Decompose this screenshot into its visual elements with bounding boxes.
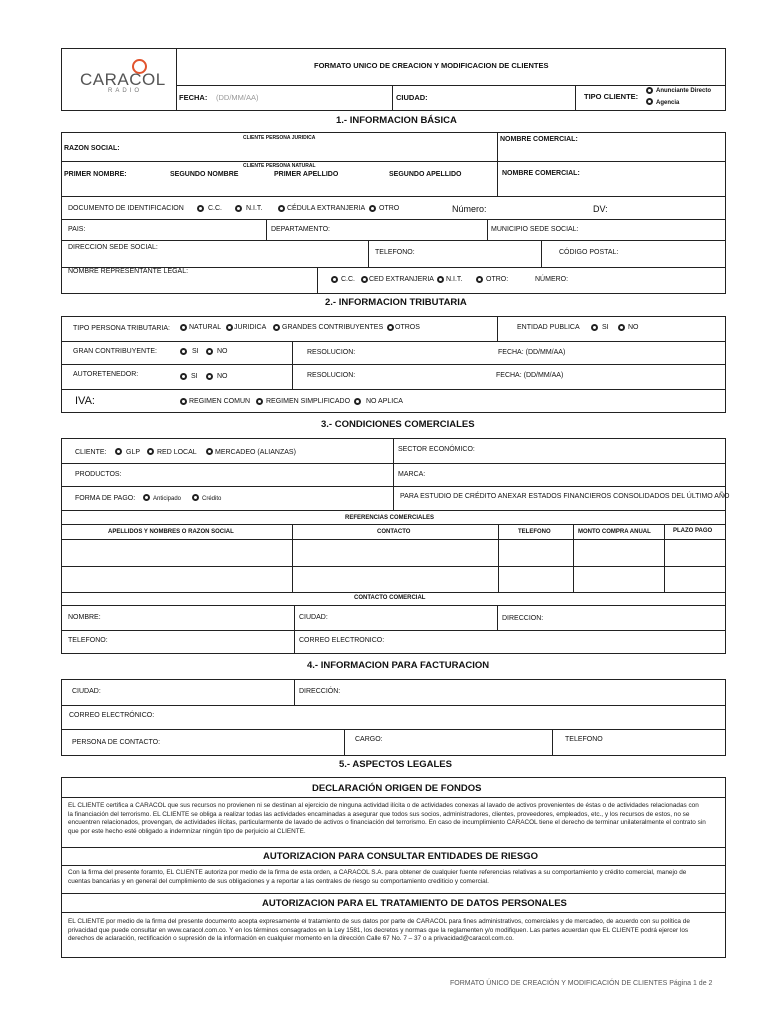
section-1-title: 1.- INFORMACION BÁSICA — [336, 115, 457, 126]
rep-nit-label: N.I.T. — [446, 276, 463, 283]
gc-si-radio[interactable] — [180, 348, 187, 355]
mercadeo-label: MERCADEO (ALIANZAS) — [215, 449, 296, 456]
logo-text: CARACOL — [80, 70, 166, 89]
doc-ced-radio[interactable] — [278, 205, 285, 212]
doc-nit-label: N.I.T. — [246, 205, 263, 212]
rep-cc-radio[interactable] — [331, 276, 338, 283]
nombre-comercial-label-2: NOMBRE COMERCIAL: — [502, 170, 580, 177]
resolucion-label-2: RESOLUCION: — [307, 372, 356, 379]
autorizacion-datos-heading: AUTORIZACION PARA EL TRATAMIENTO DE DATOS PERSONALES — [262, 898, 567, 909]
nombre-comercial-label-1: NOMBRE COMERCIAL: — [500, 136, 578, 143]
fact-correo-label: CORREO ELECTRÓNICO: — [69, 712, 155, 719]
tipo-persona-label: TIPO PERSONA TRIBUTARIA: — [73, 325, 170, 332]
cc-nombre-label: NOMBRE: — [68, 614, 101, 621]
fact-persona-label: PERSONA DE CONTACTO: — [72, 739, 161, 746]
gc-no-label: NO — [217, 348, 228, 355]
tipo-cliente-label: TIPO CLIENTE: — [584, 92, 639, 101]
declaracion-heading: DECLARACIÓN ORIGEN DE FONDOS — [312, 783, 482, 794]
no-aplica-label: NO APLICA — [366, 398, 403, 405]
representante-label: NOMBRE REPRESENTANTE LEGAL: — [68, 268, 189, 275]
agencia-radio[interactable] — [646, 98, 653, 105]
ep-no-radio[interactable] — [618, 324, 625, 331]
doc-nit-radio[interactable] — [235, 205, 242, 212]
juridica-radio[interactable] — [226, 324, 233, 331]
ciudad-label: CIUDAD: — [396, 93, 428, 102]
regimen-comun-label: REGIMEN COMUN — [189, 398, 251, 405]
productos-label: PRODUCTOS: — [75, 471, 122, 478]
section-5-title: 5.- ASPECTOS LEGALES — [339, 759, 452, 770]
credito-radio[interactable] — [192, 494, 199, 501]
fecha-label-1: FECHA: (DD/MM/AA) — [498, 349, 566, 356]
cc-correo-label: CORREO ELECTRONICO: — [299, 637, 385, 644]
fecha-label: FECHA: — [179, 93, 208, 102]
contacto-comercial-header: CONTACTO COMERCIAL — [354, 595, 426, 601]
pais-label: PAIS: — [68, 226, 86, 233]
razon-social-label: RAZON SOCIAL: — [64, 145, 120, 152]
cc-ciudad-label: CIUDAD: — [299, 614, 328, 621]
caracol-logo — [80, 58, 166, 98]
municipio-label: MUNICIPIO SEDE SOCIAL: — [491, 226, 579, 233]
sector-label: SECTOR ECONÓMICO: — [398, 446, 475, 453]
departamento-label: DEPARTAMENTO: — [271, 226, 330, 233]
doc-cc-radio[interactable] — [197, 205, 204, 212]
fecha-label-2: FECHA: (DD/MM/AA) — [496, 372, 564, 379]
rep-numero-label: NÚMERO: — [535, 276, 569, 283]
rep-cc-label: C.C. — [341, 276, 355, 283]
logo-subtext: RADIO — [108, 88, 143, 94]
grandes-label: GRANDES CONTRIBUYENTES — [282, 324, 384, 331]
primer-apellido-label: PRIMER APELLIDO — [274, 171, 339, 178]
rep-ced-label: CED EXTRANJERIA — [369, 276, 434, 283]
col-contacto-header: CONTACTO — [377, 529, 411, 535]
fact-direccion-label: DIRECCIÓN: — [299, 688, 341, 695]
autorizacion-datos-text: EL CLIENTE por medio de la firma del presente documento acepta expresamente el tratamiento de sus datos por parte de CARACOL para fines administrativos, comerciales y de mercadeo, de acuerdo con su política de privacidad que puede consultar en www.caracol.com.co. Y en los términos consagrados en la Ley 1581, los decretos y normas que la reglamenten y/o modifiquen. Las partes acuerdan que EL CLIENTE podrá ejercer los derechos de aclaración, rectificación o supresión de la información en cualquier momento en la dirección Calle 67 No. 7 – 37 o a privacidad@caracol.com.co. — [68, 918, 690, 943]
gran-contribuyente-label: GRAN CONTRIBUYENTE: — [73, 348, 158, 355]
natural-radio[interactable] — [180, 324, 187, 331]
agencia-label: Agencia — [656, 100, 680, 106]
page-footer: FORMATO ÚNICO DE CREACIÓN Y MODIFICACIÓN DE CLIENTES Página 1 de 2 — [450, 980, 713, 987]
telefono-label: TELEFONO: — [375, 249, 415, 256]
autorizacion-riesgo-text: Con la firma del presente foramto, EL CLIENTE autoriza por medio de la firma de esta orden, a CARACOL S.A. para obtener de cualquier fuente referencias relativas a su comportamiento y crédito comercial, manejo de cuentas bancarias y en general del cumplimiento de sus obligaciones y a reportar a las centrales de riesgo su comportamiento crediticio y comercial. — [68, 869, 687, 885]
resolucion-label-1: RESOLUCION: — [307, 349, 356, 356]
regimen-simplificado-label: REGIMEN SIMPLIFICADO — [266, 398, 351, 405]
rep-otro-radio[interactable] — [476, 276, 483, 283]
cliente-natural-label: CLIENTE PERSONA NATURAL — [243, 163, 316, 169]
doc-otro-radio[interactable] — [369, 205, 376, 212]
credito-label: Crédito — [202, 496, 222, 502]
iva-label: IVA: — [75, 395, 95, 407]
anticipado-radio[interactable] — [143, 494, 150, 501]
anunciante-label: Anunciante Directo — [656, 88, 712, 94]
entidad-publica-label: ENTIDAD PUBLICA — [517, 324, 580, 331]
glp-label: GLP — [126, 449, 141, 456]
ep-si-radio[interactable] — [591, 324, 598, 331]
rep-ced-radio[interactable] — [361, 276, 368, 283]
anunciante-radio[interactable] — [646, 87, 653, 94]
ep-no-label: NO — [628, 324, 639, 331]
juridica-label: JURIDICA — [234, 324, 267, 331]
gc-no-radio[interactable] — [206, 348, 213, 355]
doc-otro-label: OTRO — [379, 205, 400, 212]
ep-si-label: SI — [602, 324, 609, 331]
primer-nombre-label: PRIMER NOMBRE: — [64, 171, 127, 178]
section-3-title: 3.- CONDICIONES COMERCIALES — [321, 419, 475, 430]
ar-si-label: SI — [191, 373, 198, 380]
cc-telefono-label: TELEFONO: — [68, 637, 108, 644]
otros-label: OTROS — [395, 324, 420, 331]
section-4-box — [61, 679, 726, 756]
ar-no-radio[interactable] — [206, 373, 213, 380]
ar-no-label: NO — [217, 373, 228, 380]
form-title: FORMATO UNICO DE CREACION Y MODIFICACION DE CLIENTES — [314, 61, 549, 70]
col-telefono-header: TELEFONO — [518, 529, 551, 535]
section-4-title: 4.- INFORMACION PARA FACTURACION — [307, 660, 490, 671]
anticipado-label: Anticipado — [153, 496, 182, 502]
col-plazo-header: PLAZO PAGO — [673, 528, 713, 534]
numero-label: Número: — [452, 204, 487, 214]
red-local-label: RED LOCAL — [157, 449, 197, 456]
otros-radio[interactable] — [387, 324, 394, 331]
col-nombres-header: APELLIDOS Y NOMBRES O RAZON SOCIAL — [108, 529, 234, 535]
autoretenedor-label: AUTORETENEDOR: — [73, 371, 139, 378]
declaracion-text: EL CLIENTE certifica a CARACOL que sus recursos no provienen ni se destinan al ejercicio de ninguna actividad ilícita o de actividades conexas al lavado de activos provenientes de éstas o de actividades relacionadas con la financiación del terrorismo. EL CLIENTE se obliga a realizar todas las actividades encaminadas a asegurar que todos sus socios, administradores, clientes, proveedores, empleados, etc., y los recursos de estos, no se encuentren relacionados, provengan, de actividades ilícitas, particularmente de lavado de activos o financiación del terrorismo. En caso de incumplimiento CARACOL tiene el derecho de terminar unilateralmente el contrato sin que por este hecho esté obligado a indemnizar ningún tipo de perjuicio al CLIENTE. — [68, 802, 706, 835]
ar-si-radio[interactable] — [180, 373, 187, 380]
forma-pago-label: FORMA DE PAGO: — [75, 495, 136, 502]
regimen-comun-radio[interactable] — [180, 398, 187, 405]
rep-nit-radio[interactable] — [437, 276, 444, 283]
mercadeo-radio[interactable] — [206, 448, 213, 455]
codigo-postal-label: CÓDIGO POSTAL: — [559, 249, 619, 256]
cliente-juridica-label: CLIENTE PERSONA JURIDICA — [243, 135, 316, 141]
rep-otro-label: OTRO: — [486, 276, 509, 283]
segundo-apellido-label: SEGUNDO APELLIDO — [389, 171, 462, 178]
documento-label: DOCUMENTO DE IDENTIFICACION — [68, 205, 184, 212]
fact-cargo-label: CARGO: — [355, 736, 383, 743]
section-2-title: 2.- INFORMACION TRIBUTARIA — [325, 297, 467, 308]
regimen-simplificado-radio[interactable] — [256, 398, 263, 405]
fact-telefono-label: TELEFONO — [565, 736, 603, 743]
grandes-radio[interactable] — [273, 324, 280, 331]
marca-label: MARCA: — [398, 471, 426, 478]
natural-label: NATURAL — [189, 324, 222, 331]
autorizacion-riesgo-heading: AUTORIZACION PARA CONSULTAR ENTIDADES DE RIESGO — [263, 851, 538, 862]
doc-cc-label: C.C. — [208, 205, 222, 212]
direccion-sede-label: DIRECCION SEDE SOCIAL: — [68, 244, 158, 251]
doc-ced-label: CÉDULA EXTRANJERIA — [287, 205, 366, 212]
cc-direccion-label: DIRECCION: — [502, 615, 544, 622]
red-local-radio[interactable] — [147, 448, 154, 455]
fecha-input[interactable]: (DD/MM/AA) — [216, 93, 259, 102]
referencias-header: REFERENCIAS COMERCIALES — [345, 515, 435, 521]
cliente-label: CLIENTE: — [75, 449, 107, 456]
dv-label: DV: — [593, 204, 608, 214]
fact-ciudad-label: CIUDAD: — [72, 688, 101, 695]
no-aplica-radio[interactable] — [354, 398, 361, 405]
col-monto-header: MONTO COMPRA ANUAL — [578, 529, 651, 535]
estudio-credito-note: PARA ESTUDIO DE CRÉDITO ANEXAR ESTADOS FINANCIEROS CONSOLIDADOS DEL ÚLTIMO AÑO — [400, 493, 730, 500]
segundo-nombre-label: SEGUNDO NOMBRE — [170, 171, 239, 178]
glp-radio[interactable] — [115, 448, 122, 455]
gc-si-label: SI — [192, 348, 199, 355]
